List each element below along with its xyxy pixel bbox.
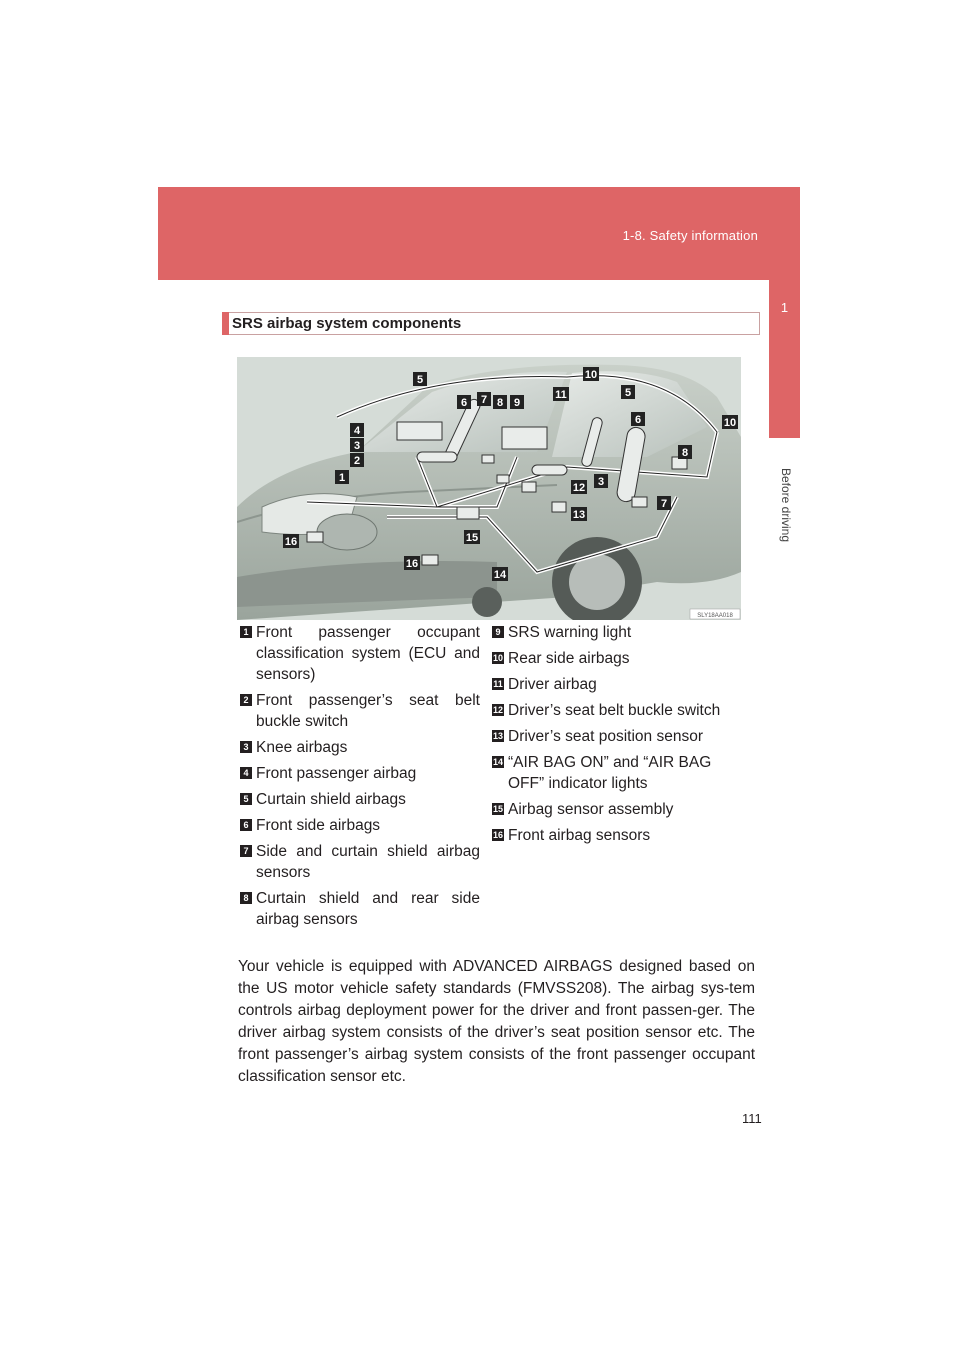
item-text: Curtain shield airbags <box>256 791 406 808</box>
item-text: Airbag sensor assembly <box>508 801 674 818</box>
svg-text:13: 13 <box>572 509 586 521</box>
item-number-badge: 11 <box>493 679 503 689</box>
svg-text:3: 3 <box>597 476 605 488</box>
item-text: “AIR BAG ON” and “AIR BAG OFF” indicator lights <box>508 754 712 792</box>
section-breadcrumb: 1-8. Safety information <box>622 228 758 243</box>
list-item <box>492 622 742 643</box>
airbag-diagram <box>237 357 741 620</box>
item-number-badge: 16 <box>492 830 503 840</box>
svg-text:9: 9 <box>513 397 521 409</box>
list-item <box>240 622 480 685</box>
svg-text:5: 5 <box>624 387 632 399</box>
header-band <box>158 187 800 280</box>
svg-text:8: 8 <box>681 447 689 459</box>
item-number-badge: 14 <box>492 757 503 767</box>
item-number-badge: 15 <box>492 804 503 814</box>
list-item <box>492 799 742 820</box>
section-title: SRS airbag system components <box>232 315 462 332</box>
svg-text:14: 14 <box>493 569 507 581</box>
svg-text:5: 5 <box>416 374 424 386</box>
list-item <box>492 726 742 747</box>
item-text: Side and curtain shield airbag sensors <box>256 843 480 881</box>
list-item <box>492 752 742 794</box>
list-item <box>492 700 742 721</box>
chapter-number: 1 <box>780 300 789 315</box>
item-text: SRS warning light <box>508 624 632 641</box>
svg-text:16: 16 <box>284 536 298 548</box>
body-paragraph: Your vehicle is equipped with ADVANCED AIRBAGS designed based on the US motor vehicle safety standards (FMVSS208). The airbag sys-tem controls airbag deployment power for the driver and front passen-ger. The driver airbag system consists of the driver’s seat position sensor etc. The front passenger’s airbag system consists of the front passenger occupant classification sensor etc. <box>238 958 755 1085</box>
item-text: Driver’s seat position sensor <box>508 728 703 745</box>
item-text: Front passenger occupant classification system (ECU and sensors) <box>256 624 480 683</box>
item-number-badge: 8 <box>240 892 252 904</box>
list-item <box>492 674 742 695</box>
list-item <box>240 737 480 758</box>
item-text: Rear side airbags <box>508 650 630 667</box>
svg-text:6: 6 <box>460 397 468 409</box>
component-list-left <box>240 622 480 935</box>
svg-text:7: 7 <box>480 394 488 406</box>
svg-text:2: 2 <box>353 455 361 467</box>
section-header-bar <box>222 312 229 335</box>
list-item <box>240 789 480 810</box>
item-number-badge: 9 <box>492 626 504 638</box>
item-text: Front passenger’s seat belt buckle switch <box>256 692 480 730</box>
section-header <box>222 312 760 335</box>
item-text: Front passenger airbag <box>256 765 417 782</box>
component-list-right <box>492 622 742 851</box>
chapter-tab <box>769 280 800 438</box>
item-number-badge: 13 <box>492 731 503 741</box>
svg-text:6: 6 <box>634 414 642 426</box>
list-item <box>240 815 480 836</box>
svg-text:10: 10 <box>584 369 598 381</box>
list-item <box>240 841 480 883</box>
figure-code: SLY18AA018 <box>697 613 733 619</box>
car-illustration <box>237 357 741 620</box>
item-number-badge: 6 <box>240 819 252 831</box>
item-number-badge: 4 <box>240 767 252 779</box>
item-number-badge: 5 <box>240 793 252 805</box>
item-text: Driver’s seat belt buckle switch <box>508 702 721 719</box>
item-number-badge: 1 <box>240 626 252 638</box>
item-number-badge: 2 <box>240 694 252 706</box>
item-number-badge: 12 <box>492 705 503 715</box>
item-number-badge: 10 <box>492 653 503 663</box>
item-text: Knee airbags <box>256 739 348 756</box>
page-number: 111 <box>742 1111 762 1126</box>
svg-text:16: 16 <box>405 558 419 570</box>
item-text: Driver airbag <box>508 676 597 693</box>
svg-text:12: 12 <box>572 482 586 494</box>
svg-text:15: 15 <box>465 532 479 544</box>
list-item <box>240 690 480 732</box>
svg-text:11: 11 <box>555 389 567 401</box>
list-item <box>492 825 742 846</box>
item-text: Front side airbags <box>256 817 381 834</box>
svg-text:1: 1 <box>338 472 346 484</box>
svg-text:8: 8 <box>496 397 504 409</box>
svg-text:4: 4 <box>353 425 361 437</box>
item-number-badge: 7 <box>240 845 252 857</box>
item-text: Front airbag sensors <box>508 827 651 844</box>
list-item <box>240 763 480 784</box>
item-text: Curtain shield and rear side airbag sensors <box>256 890 480 928</box>
list-item <box>240 888 480 930</box>
svg-text:7: 7 <box>660 498 668 510</box>
svg-text:3: 3 <box>353 440 361 452</box>
list-item <box>492 648 742 669</box>
chapter-label: Before driving <box>779 467 793 543</box>
svg-text:10: 10 <box>723 417 737 429</box>
item-number-badge: 3 <box>240 741 252 753</box>
